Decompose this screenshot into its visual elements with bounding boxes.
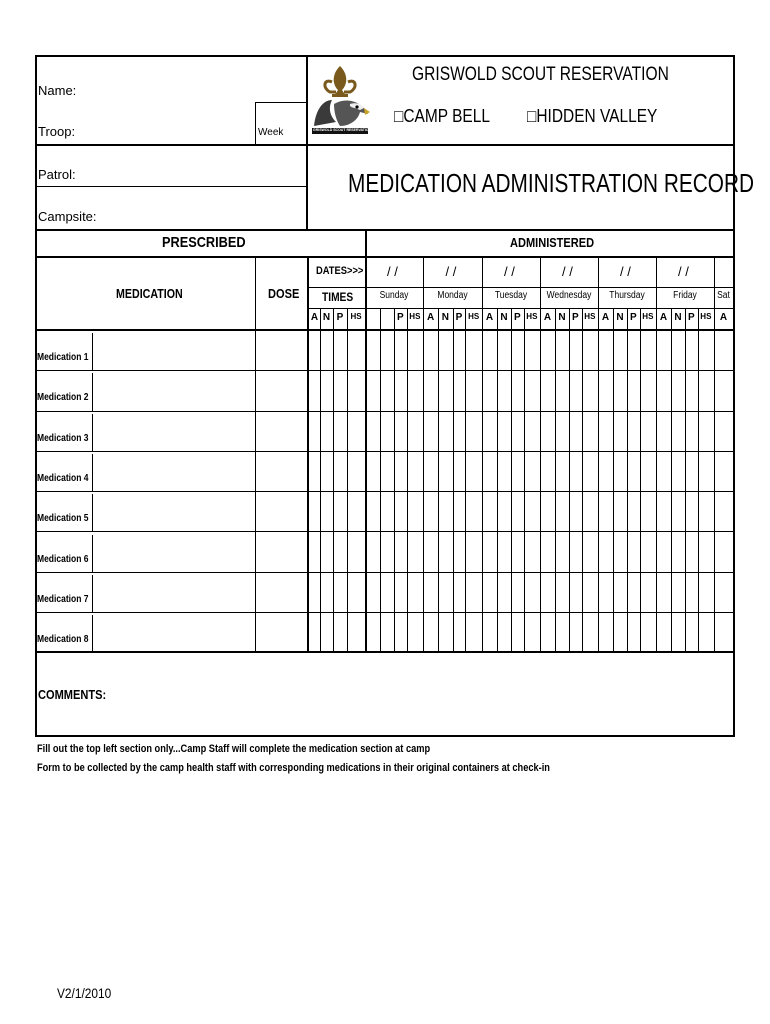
instruction-line-1: Fill out the top left section only...Camp Staff will complete the medication section at camp bbox=[37, 743, 431, 755]
time-code: HS bbox=[642, 312, 654, 321]
time-code: HS bbox=[526, 312, 538, 321]
time-code: P bbox=[514, 312, 521, 323]
medication-name-divider bbox=[92, 373, 93, 410]
day-label: Monday bbox=[437, 290, 468, 301]
medication-name-divider bbox=[92, 333, 93, 370]
name-label: Name: bbox=[38, 83, 77, 98]
fleur-eagle-icon bbox=[310, 60, 370, 138]
week-box-left bbox=[255, 102, 256, 144]
org-title: GRISWOLD SCOUT RESERVATION bbox=[412, 64, 669, 85]
times-label: TIMES bbox=[322, 290, 354, 304]
time-code: HS bbox=[409, 312, 421, 321]
camp-bell-label: CAMP BELL bbox=[403, 106, 490, 126]
header-divider bbox=[306, 55, 308, 230]
date-placeholder[interactable]: / / bbox=[387, 264, 398, 279]
camp-bell-option[interactable] bbox=[394, 107, 490, 125]
time-code: A bbox=[427, 312, 435, 323]
time-code: N bbox=[558, 312, 566, 323]
instruction-line-2: Form to be collected by the camp health staff with corresponding medications in their original containers at check-in bbox=[37, 762, 550, 774]
troop-label: Troop: bbox=[38, 124, 76, 139]
administered-heading: ADMINISTERED bbox=[510, 235, 595, 250]
time-code: A bbox=[485, 312, 494, 323]
time-code: N bbox=[441, 312, 450, 323]
medication-label: Medication 1 bbox=[37, 352, 89, 363]
date-placeholder[interactable]: / / bbox=[445, 264, 457, 279]
time-code: HS bbox=[700, 312, 712, 321]
medication-name-divider bbox=[92, 454, 93, 491]
comments-label: COMMENTS: bbox=[38, 687, 107, 702]
scout-logo bbox=[310, 60, 370, 138]
time-code: N bbox=[500, 312, 508, 323]
dose-col-header: DOSE bbox=[268, 286, 300, 301]
comments-top bbox=[37, 651, 735, 653]
medication-row[interactable] bbox=[37, 331, 735, 371]
medication-row[interactable] bbox=[37, 613, 735, 653]
medication-name-divider bbox=[92, 535, 93, 572]
medication-col-header: MEDICATION bbox=[116, 286, 183, 301]
time-code: P bbox=[455, 312, 463, 323]
time-code: P bbox=[397, 312, 404, 323]
dates-label: DATES>>> bbox=[316, 265, 364, 277]
medication-label: Medication 5 bbox=[37, 513, 89, 525]
day-label: Friday bbox=[673, 290, 697, 301]
day-label: Sat bbox=[717, 290, 730, 301]
hidden-valley-label: HIDDEN VALLEY bbox=[536, 106, 658, 126]
medication-name-divider bbox=[92, 575, 93, 612]
times-code: A bbox=[310, 312, 319, 323]
time-code: N bbox=[616, 312, 624, 323]
time-code: A bbox=[719, 312, 728, 323]
day-label: Wednesday bbox=[546, 290, 592, 301]
medication-name-divider bbox=[92, 414, 93, 451]
time-code: A bbox=[543, 312, 552, 323]
medication-row[interactable] bbox=[37, 371, 735, 411]
logo-caption: GRISWOLD SCOUT RESERVATION bbox=[313, 128, 372, 132]
medication-label: Medication 7 bbox=[37, 593, 89, 605]
medication-label: Medication 8 bbox=[37, 634, 89, 646]
time-code: A bbox=[601, 312, 610, 323]
frame-bottom bbox=[35, 735, 735, 737]
prescribed-heading: PRESCRIBED bbox=[162, 234, 246, 251]
day-label: Tuesday bbox=[494, 290, 528, 301]
time-code: A bbox=[659, 312, 668, 323]
medication-row[interactable] bbox=[37, 573, 735, 613]
medication-row[interactable] bbox=[37, 492, 735, 532]
row-line-troop bbox=[37, 144, 735, 146]
time-code: P bbox=[688, 312, 695, 323]
week-box-top bbox=[255, 102, 307, 103]
medication-row[interactable] bbox=[37, 452, 735, 492]
medication-label: Medication 2 bbox=[37, 392, 89, 404]
patrol-label: Patrol: bbox=[38, 167, 76, 182]
date-placeholder[interactable]: / / bbox=[620, 264, 631, 279]
week-label: Week bbox=[258, 127, 284, 138]
time-code: HS bbox=[584, 312, 596, 321]
time-code: N bbox=[674, 312, 682, 323]
times-code: HS bbox=[350, 312, 362, 321]
day-label: Sunday bbox=[379, 290, 409, 301]
hidden-valley-option[interactable] bbox=[527, 107, 657, 125]
medication-label: Medication 6 bbox=[37, 553, 89, 565]
section-bottom bbox=[37, 256, 735, 258]
date-placeholder[interactable]: / / bbox=[678, 264, 689, 279]
time-code: P bbox=[630, 312, 637, 323]
campsite-label: Campsite: bbox=[38, 209, 97, 224]
medication-label: Medication 4 bbox=[37, 472, 89, 484]
form-title: MEDICATION ADMINISTRATION RECORD bbox=[348, 168, 754, 198]
dates-row-bottom bbox=[309, 287, 735, 288]
time-code: P bbox=[572, 312, 579, 323]
date-placeholder[interactable]: / / bbox=[504, 264, 515, 279]
hidden-valley-checkbox[interactable]: □ bbox=[527, 106, 537, 126]
times-code: N bbox=[322, 312, 331, 323]
times-code: P bbox=[336, 312, 344, 323]
medication-label: Medication 3 bbox=[37, 432, 89, 444]
medication-name-divider bbox=[92, 615, 93, 652]
row-line-patrol bbox=[37, 186, 307, 187]
medication-name-divider bbox=[92, 494, 93, 531]
day-label: Thursday bbox=[609, 290, 645, 301]
frame-top bbox=[35, 55, 735, 57]
time-code: HS bbox=[468, 312, 480, 321]
medication-row[interactable] bbox=[37, 412, 735, 452]
version-label: V2/1/2010 bbox=[57, 985, 112, 1001]
date-placeholder[interactable]: / / bbox=[562, 264, 573, 279]
camp-bell-checkbox[interactable]: □ bbox=[394, 106, 404, 126]
section-divider bbox=[365, 229, 367, 257]
medication-row[interactable] bbox=[37, 533, 735, 573]
row-line-campsite bbox=[37, 229, 735, 231]
